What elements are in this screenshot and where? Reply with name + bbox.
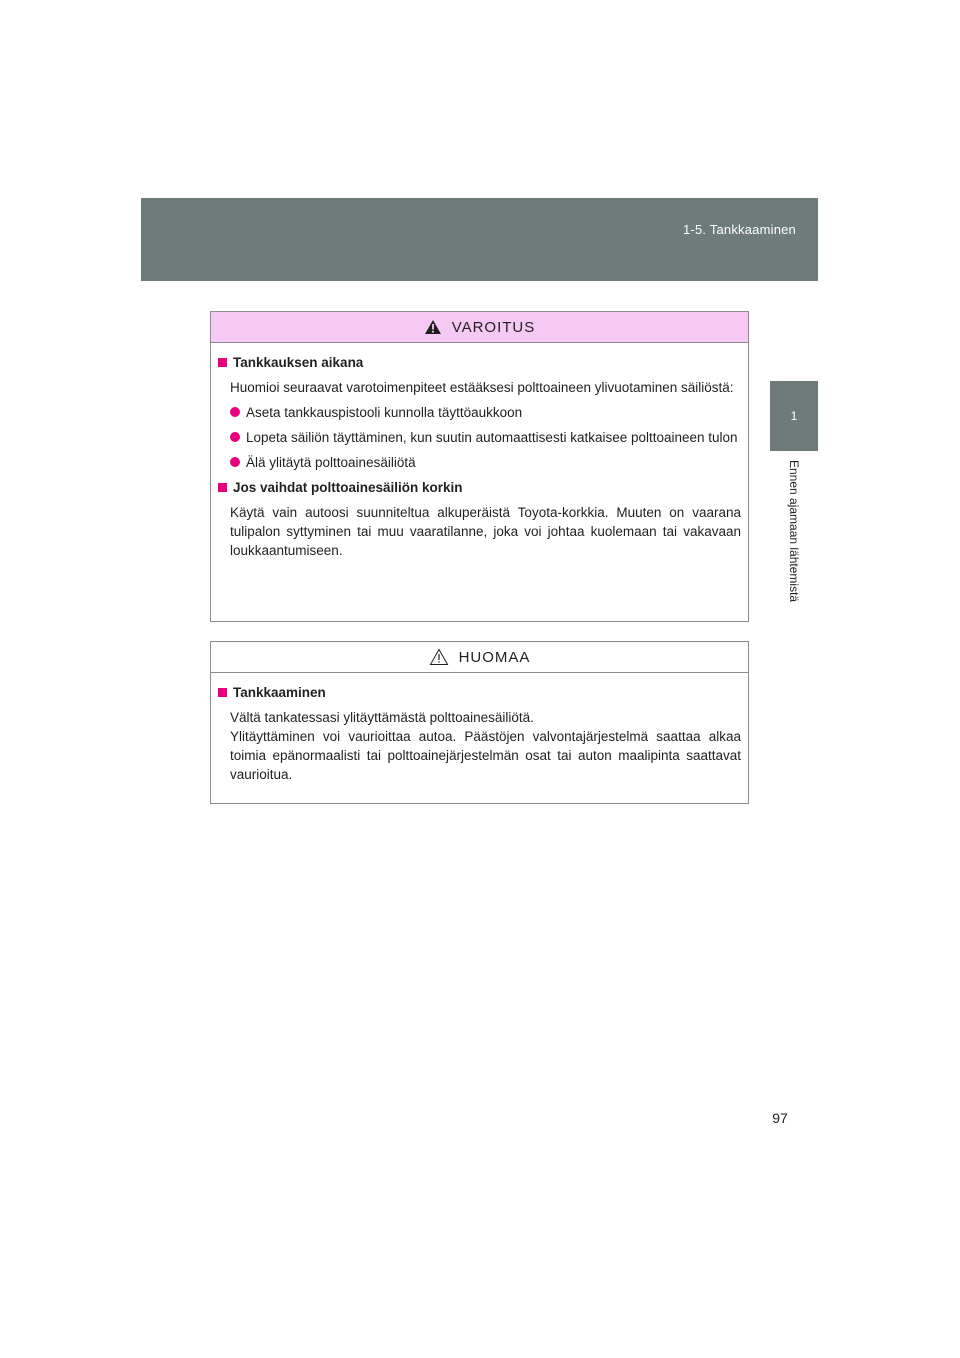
warning-triangle-icon (424, 319, 442, 335)
warning-header (211, 312, 748, 343)
notice-box (210, 641, 749, 804)
section-title: 1-5. Tankkaaminen (682, 222, 796, 237)
caution-triangle-outline-icon (429, 648, 449, 666)
notice-body (211, 673, 748, 784)
chapter-number: 1 (790, 409, 798, 423)
notice-paragraph: Ylitäyttäminen voi vaurioittaa autoa. Päästöjen valvontajärjestelmä saattaa alkaa toimia epänormaalisti tai polttoainejärjestelmän osat tai auton maalipinta saattavat vaurioitua. (230, 729, 741, 782)
warning-paragraph: Huomioi seuraavat varotoimenpiteet estääksesi polttoaineen ylivuotaminen säiliöstä: (230, 380, 734, 395)
square-bullet-icon (218, 358, 227, 367)
warning-subheading: Jos vaihdat polttoainesäiliön korkin (218, 478, 741, 497)
bullet-dot-icon (230, 407, 240, 417)
notice-subheading: Tankkaaminen (218, 683, 741, 702)
notice-header (211, 642, 748, 673)
list-item: Älä ylitäytä polttoainesäiliötä (218, 453, 741, 472)
notice-paragraph-line: Vältä tankatessasi ylitäyttämästä polttoainesäiliötä. (230, 710, 534, 725)
warning-title: VAROITUS (451, 318, 536, 336)
list-item: Lopeta säiliön täyttäminen, kun suutin automaattisesti katkaisee polttoaineen tulon (218, 428, 741, 447)
warning-paragraph: Käytä vain autoosi suunniteltua alkuperäistä Toyota-korkkia. Muuten on vaarana tulipalon syttyminen tai muu vaaratilanne, joka voi johtaa kuolemaan tai vakavaan loukkaantumiseen. (230, 505, 741, 558)
chapter-label: Ennen ajamaan lähtemistä (787, 460, 801, 603)
warning-box (210, 311, 749, 622)
warning-subheading: Tankkauksen aikana (218, 353, 741, 372)
notice-title: HUOMAA (458, 648, 531, 666)
bullet-dot-icon (230, 432, 240, 442)
chapter-tab[interactable] (770, 381, 818, 451)
bullet-dot-icon (230, 457, 240, 467)
warning-body (211, 343, 748, 560)
header-band (141, 198, 818, 281)
page-number: 97 (772, 1110, 788, 1126)
list-item: Aseta tankkauspistooli kunnolla täyttöaukkoon (218, 403, 741, 422)
square-bullet-icon (218, 483, 227, 492)
square-bullet-icon (218, 688, 227, 697)
